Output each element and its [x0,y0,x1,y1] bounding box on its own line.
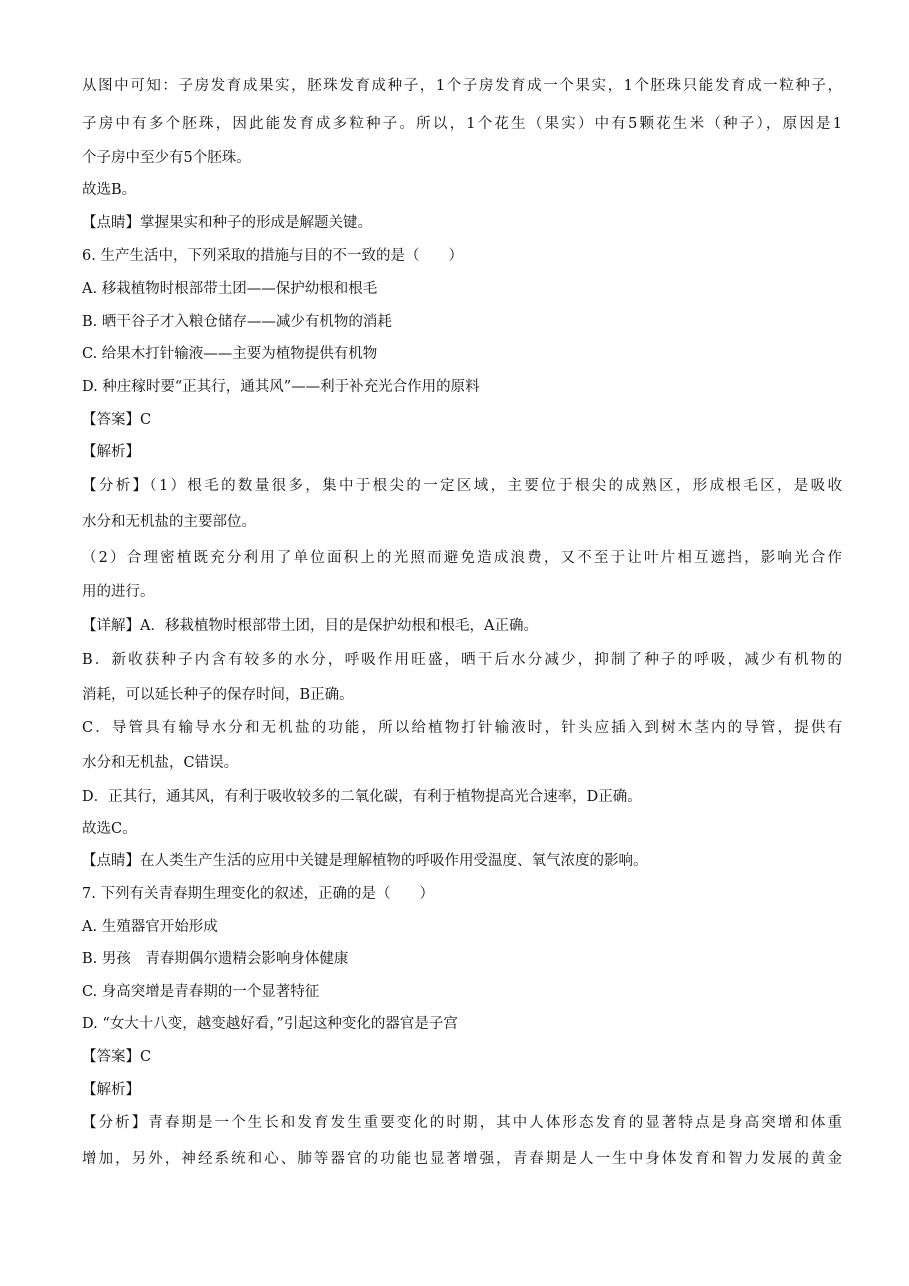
text-line: 水分和无机盐的主要部位。 [82,514,256,530]
answer-label: 【答案】C [82,1049,152,1065]
text-line: （2）合理密植既充分利用了单位面积上的光照而避免造成浪费，又不至于让叶片相互遮挡，影响光合作 [82,550,842,566]
option-a: A. 生殖器官开始形成 [82,919,218,935]
analysis-label: 【解析】 [82,1082,140,1098]
text-line: 【详解】A．移栽植物时根部带土团，目的是保护幼根和根毛，A正确。 [82,618,538,634]
text-line: 水分和无机盐，C错误。 [82,755,239,771]
text-line: 【分析】青春期是一个生长和发育发生重要变化的时期，其中人体形态发育的显著特点是身高突增和体重 [82,1115,842,1131]
option-c: C. 身高突增是青春期的一个显著特征 [82,984,320,1000]
text-line: 消耗，可以延长种子的保存时间，B正确。 [82,687,354,703]
text-line: 【点睛】掌握果实和种子的形成是解题关键。 [82,215,372,231]
text-line: 【分析】（1）根毛的数量很多，集中于根尖的一定区域，主要位于根尖的成熟区，形成根毛区，是吸收 [82,478,842,494]
text-line: 【点睛】在人类生产生活的应用中关键是理解植物的呼吸作用受温度、氧气浓度的影响。 [82,853,648,869]
text-line: 用的进行。 [82,584,155,600]
text-line: 子房中有多个胚珠，因此能发育成多粒种子。所以，1个花生（果实）中有5颗花生米（种子），原因是1 [82,116,842,132]
text-line: D．正其行，通其风，有利于吸收较多的二氧化碳，有利于植物提高光合速率，D正确。 [82,789,642,805]
text-line: C．导管具有输导水分和无机盐的功能，所以给植物打针输液时，针头应插入到树木茎内的导管，提供有 [82,720,842,736]
analysis-label: 【解析】 [82,444,140,460]
text-line: B．新收获种子内含有较多的水分，呼吸作用旺盛，晒干后水分减少，抑制了种子的呼吸，减少有机物的 [82,652,842,668]
option-c: C. 给果木打针输液——主要为植物提供有机物 [82,346,378,362]
text-line: 故选B。 [82,182,137,198]
option-b: B. 晒干谷子才入粮仓储存——减少有机物的消耗 [82,314,392,330]
text-line: 从图中可知：子房发育成果实，胚珠发育成种子，1个子房发育成一个果实，1个胚珠只能发育成一粒种子， [82,78,842,94]
question-stem: 7. 下列有关青春期生理变化的叙述，正确的是（ ） [82,886,434,902]
option-d: D. “女大十八变，越变越好看，”引起这种变化的器官是子宫 [82,1016,458,1032]
question-stem: 6. 生产生活中，下列采取的措施与目的不一致的是（ ） [82,248,463,264]
text-line: 个子房中至少有5个胚珠。 [82,150,251,166]
answer-label: 【答案】C [82,412,152,428]
text-line: 增加，另外，神经系统和心、肺等器官的功能也显著增强，青春期是人一生中身体发育和智力发展的黄金 [82,1151,842,1167]
option-d: D. 种庄稼时要“正其行，通其风”——利于补充光合作用的原料 [82,379,480,395]
option-a: A. 移栽植物时根部带土团——保护幼根和根毛 [82,281,378,297]
text-line: 故选C。 [82,821,137,837]
option-b: B. 男孩 青春期偶尔遗精会影响身体健康 [82,951,349,967]
